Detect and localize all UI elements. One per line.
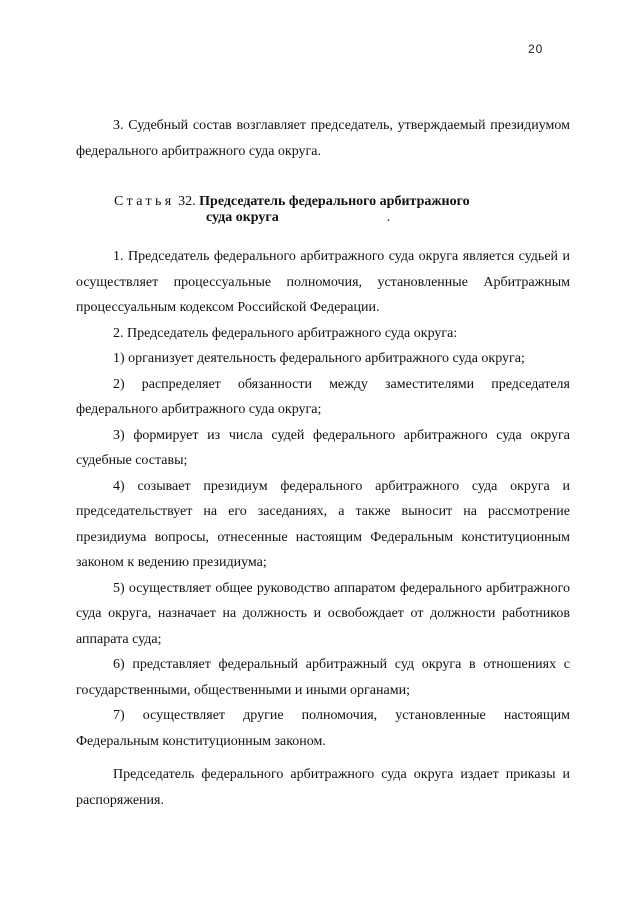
paragraph-item: 1) организует деятельность федерального арбитражного суда округа; [113, 351, 525, 366]
paragraph-item: 4) созывает президиум федерального арбитражного суда округа и председательствует на его заседаниях, а также выносит на рассмотрение президиума вопросы, отнесенные настоящим Федеральным конституционным законом к ведению президиума; [76, 478, 570, 570]
article-title-line-1: Председатель федерального арбитражного [199, 194, 470, 209]
paragraph-item: 3) формирует из числа судей федерального арбитражного суда округа судебные составы; [76, 427, 570, 468]
paragraph-item: 5) осуществляет общее руководство аппаратом федерального арбитражного суда округа, назначает на должность и освобождает от должности работников аппарата суда; [76, 580, 570, 647]
article-heading [76, 194, 570, 226]
page-number: 20 [528, 42, 544, 56]
paragraph-final: Председатель федерального арбитражного суда округа издает приказы и распоряжения. [76, 767, 570, 808]
paragraph-item: 7) осуществляет другие полномочия, установленные настоящим Федеральным конституционным законом. [76, 708, 570, 749]
article-title-line-2: суда округа [206, 210, 279, 225]
article-number: 32. [178, 194, 196, 209]
paragraph-item: 2) распределяет обязанности между заместителями председателя федерального арбитражного суда округа; [76, 376, 570, 417]
paragraph-item: 6) представляет федеральный арбитражный суд округа в отношениях с государственными, общественными и иными органами; [76, 657, 570, 698]
stray-mark: . [386, 210, 391, 225]
article-label: Статья [114, 194, 175, 209]
paragraph-item: 2. Председатель федерального арбитражного суда округа: [113, 325, 458, 341]
document-body [76, 113, 570, 813]
paragraph-item: 1. Председатель федерального арбитражного суда округа является судьей и осуществляет процессуальные полномочия, установленные Арбитражным процессуальным кодексом Российской Федерации. [76, 249, 570, 315]
paragraph-court-composition: 3. Судебный состав возглавляет председатель, утверждаемый президиумом федерального арбитражного суда округа. [76, 118, 570, 159]
